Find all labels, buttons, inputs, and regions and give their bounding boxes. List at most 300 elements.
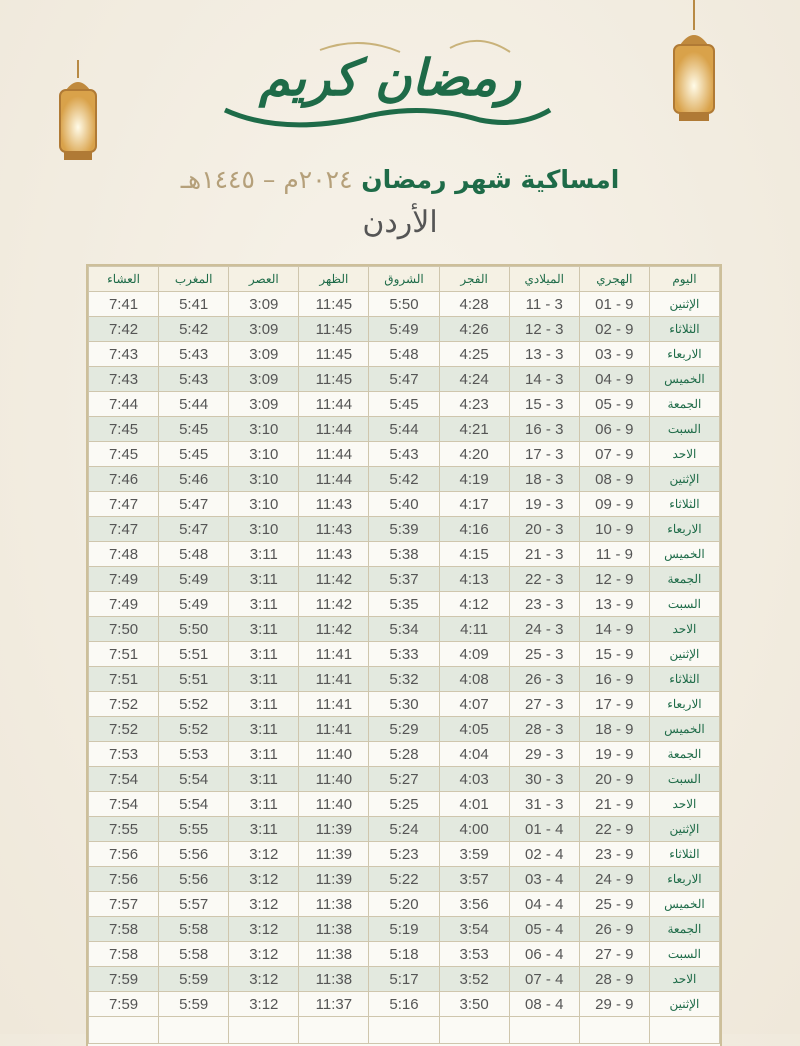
table-cell: 5:37 (369, 567, 439, 592)
table-cell: 4:01 (439, 792, 509, 817)
table-cell: 7:48 (89, 542, 159, 567)
table-cell: 5:42 (369, 467, 439, 492)
table-cell: السبت (649, 942, 719, 967)
table-cell: الاربعاء (649, 867, 719, 892)
table-cell: 5:38 (369, 542, 439, 567)
table-cell: 3 - 24 (509, 617, 579, 642)
table-cell: الإثنين (649, 642, 719, 667)
table-cell: 3 - 12 (509, 317, 579, 342)
table-cell: 9 - 21 (579, 792, 649, 817)
table-cell: 11:41 (299, 717, 369, 742)
table-cell: 5:44 (369, 417, 439, 442)
table-cell: الخميس (649, 717, 719, 742)
table-cell: الاحد (649, 792, 719, 817)
table-cell: 7:52 (89, 692, 159, 717)
table-cell: 4 - 03 (509, 867, 579, 892)
table-cell: 5:50 (369, 292, 439, 317)
table-cell: 3:12 (229, 892, 299, 917)
table-cell: 5:41 (159, 292, 229, 317)
calligraphy-text: رمضان كريم (258, 48, 522, 107)
table-cell: 5:32 (369, 667, 439, 692)
table-cell: 5:25 (369, 792, 439, 817)
table-cell: الاربعاء (649, 692, 719, 717)
column-header: اليوم (649, 267, 719, 292)
table-cell: 3:54 (439, 917, 509, 942)
table-row (89, 567, 720, 592)
table-cell: 11:44 (299, 442, 369, 467)
column-header: العصر (229, 267, 299, 292)
table-cell: 4:24 (439, 367, 509, 392)
table-cell: 11:45 (299, 367, 369, 392)
table-cell: 3:11 (229, 717, 299, 742)
table-cell: 3 - 22 (509, 567, 579, 592)
table-cell: 5:43 (159, 367, 229, 392)
table-cell: 5:28 (369, 742, 439, 767)
table-cell: 3:09 (229, 317, 299, 342)
table-cell: الاحد (649, 967, 719, 992)
country-name: الأردن (362, 205, 438, 240)
table-cell: الإثنين (649, 992, 719, 1017)
table-cell: 3 - 20 (509, 517, 579, 542)
table-cell: 7:44 (89, 392, 159, 417)
table-cell: 5:49 (159, 592, 229, 617)
table-cell: 4:09 (439, 642, 509, 667)
table-cell: 11:44 (299, 417, 369, 442)
table-cell: 3 - 16 (509, 417, 579, 442)
table-cell: 4:15 (439, 542, 509, 567)
table-cell: 9 - 10 (579, 517, 649, 542)
table-cell: 9 - 18 (579, 717, 649, 742)
table-cell: 11:43 (299, 517, 369, 542)
table-cell: 7:51 (89, 667, 159, 692)
table-cell: 4:08 (439, 667, 509, 692)
table-cell: 5:56 (159, 842, 229, 867)
column-header: العشاء (89, 267, 159, 292)
table-cell: 5:57 (159, 892, 229, 917)
table-cell: 7:54 (89, 767, 159, 792)
table-cell: 11:40 (299, 742, 369, 767)
table-cell: الإثنين (649, 467, 719, 492)
table-cell: 4:20 (439, 442, 509, 467)
table-row (89, 967, 720, 992)
table-cell: 11:40 (299, 767, 369, 792)
table-cell: 3:10 (229, 492, 299, 517)
title-years: ٢٠٢٤م – ١٤٤٥هـ (180, 165, 353, 194)
table-cell: 3:12 (229, 992, 299, 1017)
empty-cell (579, 1017, 649, 1044)
table-cell: 5:39 (369, 517, 439, 542)
table-cell: 5:51 (159, 667, 229, 692)
table-cell: 5:58 (159, 942, 229, 967)
table-cell: 11:39 (299, 867, 369, 892)
table-cell: السبت (649, 417, 719, 442)
table-cell: 9 - 27 (579, 942, 649, 967)
table-cell: 11:43 (299, 492, 369, 517)
table-cell: 4:28 (439, 292, 509, 317)
table-cell: 11:41 (299, 667, 369, 692)
table-row (89, 767, 720, 792)
table-cell: 7:53 (89, 742, 159, 767)
table-cell: 7:47 (89, 517, 159, 542)
table-cell: 5:40 (369, 492, 439, 517)
title-main: امساكية شهر رمضان (361, 165, 620, 194)
table-cell: 11:45 (299, 342, 369, 367)
table-cell: 3:59 (439, 842, 509, 867)
table-cell: 9 - 01 (579, 292, 649, 317)
table-cell: 3:57 (439, 867, 509, 892)
table-cell: 5:18 (369, 942, 439, 967)
table-cell: 3 - 17 (509, 442, 579, 467)
table-row (89, 617, 720, 642)
table-cell: 11:44 (299, 467, 369, 492)
table-cell: 4:11 (439, 617, 509, 642)
table-cell: 4 - 04 (509, 892, 579, 917)
table-cell: 3:10 (229, 517, 299, 542)
table-cell: 3:10 (229, 417, 299, 442)
table-cell: 3:11 (229, 667, 299, 692)
empty-cell (89, 1017, 159, 1044)
table-cell: 11:37 (299, 992, 369, 1017)
column-header: الميلادي (509, 267, 579, 292)
table-cell: 11:38 (299, 917, 369, 942)
table-cell: 5:17 (369, 967, 439, 992)
table-cell: 11:43 (299, 542, 369, 567)
table-cell: 7:45 (89, 417, 159, 442)
table-cell: 4 - 06 (509, 942, 579, 967)
table-cell: 9 - 28 (579, 967, 649, 992)
table-cell: 5:56 (159, 867, 229, 892)
empty-cell (159, 1017, 229, 1044)
table-cell: 9 - 20 (579, 767, 649, 792)
table-cell: 5:45 (159, 417, 229, 442)
table-cell: 3 - 27 (509, 692, 579, 717)
table-cell: 5:23 (369, 842, 439, 867)
table-cell: 7:42 (89, 317, 159, 342)
table-cell: 9 - 22 (579, 817, 649, 842)
table-cell: 4:16 (439, 517, 509, 542)
table-cell: 5:43 (369, 442, 439, 467)
table-cell: 5:16 (369, 992, 439, 1017)
table-cell: الخميس (649, 892, 719, 917)
table-cell: الثلاثاء (649, 667, 719, 692)
table-cell: 11:40 (299, 792, 369, 817)
table-row (89, 292, 720, 317)
table-cell: 9 - 04 (579, 367, 649, 392)
table-cell: 5:22 (369, 867, 439, 892)
table-cell: 3:11 (229, 792, 299, 817)
table-cell: الخميس (649, 367, 719, 392)
table-cell: 3:50 (439, 992, 509, 1017)
table-cell: 5:30 (369, 692, 439, 717)
table-cell: 5:42 (159, 317, 229, 342)
column-header: المغرب (159, 267, 229, 292)
lantern-right-icon (664, 0, 724, 130)
table-cell: 3:09 (229, 292, 299, 317)
empty-cell (229, 1017, 299, 1044)
ramadan-kareem-calligraphy (220, 30, 560, 140)
table-cell: 11:38 (299, 942, 369, 967)
table-cell: 11:45 (299, 317, 369, 342)
table-cell: 9 - 11 (579, 542, 649, 567)
table-cell: 4:13 (439, 567, 509, 592)
table-cell: 5:47 (159, 517, 229, 542)
table-cell: 9 - 06 (579, 417, 649, 442)
table-row (89, 492, 720, 517)
table-cell: 11:42 (299, 592, 369, 617)
table-cell: 3:11 (229, 692, 299, 717)
table-row (89, 642, 720, 667)
table-cell: 3:53 (439, 942, 509, 967)
table-cell: 5:47 (369, 367, 439, 392)
table-cell: 3 - 19 (509, 492, 579, 517)
table-cell: 9 - 19 (579, 742, 649, 767)
table-cell: 3:09 (229, 367, 299, 392)
table-cell: 9 - 09 (579, 492, 649, 517)
table-cell: 3:12 (229, 842, 299, 867)
table-cell: الاربعاء (649, 517, 719, 542)
table-cell: الثلاثاء (649, 842, 719, 867)
table-cell: 4 - 07 (509, 967, 579, 992)
table-cell: الاربعاء (649, 342, 719, 367)
table-cell: 4:03 (439, 767, 509, 792)
table-row (89, 692, 720, 717)
table-row (89, 367, 720, 392)
table-cell: 7:41 (89, 292, 159, 317)
table-cell: 9 - 15 (579, 642, 649, 667)
table-cell: الخميس (649, 542, 719, 567)
table-cell: 3 - 23 (509, 592, 579, 617)
table-row (89, 467, 720, 492)
table-cell: 3:10 (229, 467, 299, 492)
table-cell: 4:23 (439, 392, 509, 417)
table-cell: 3:12 (229, 917, 299, 942)
column-header: الهجري (579, 267, 649, 292)
table-row (89, 792, 720, 817)
table-row (89, 742, 720, 767)
table-row (89, 517, 720, 542)
table-cell: 4:00 (439, 817, 509, 842)
table-cell: 7:49 (89, 592, 159, 617)
table-cell: 7:43 (89, 367, 159, 392)
table-cell: 9 - 14 (579, 617, 649, 642)
table-cell: 5:51 (159, 642, 229, 667)
table-row (89, 342, 720, 367)
table-cell: 11:42 (299, 567, 369, 592)
table-cell: 4:19 (439, 467, 509, 492)
table-cell: 5:59 (159, 992, 229, 1017)
table-cell: 5:34 (369, 617, 439, 642)
table-cell: 3 - 25 (509, 642, 579, 667)
table-cell: 11:39 (299, 817, 369, 842)
column-header: الشروق (369, 267, 439, 292)
table-row (89, 442, 720, 467)
table-cell: 9 - 13 (579, 592, 649, 617)
empty-cell (439, 1017, 509, 1044)
table-cell: 5:43 (159, 342, 229, 367)
table-row (89, 992, 720, 1017)
table-cell: 11:39 (299, 842, 369, 867)
table-cell: 11:38 (299, 967, 369, 992)
table-cell: 3:11 (229, 567, 299, 592)
table-cell: الجمعة (649, 392, 719, 417)
table-cell: الجمعة (649, 917, 719, 942)
table-cell: 7:57 (89, 892, 159, 917)
table-cell: 9 - 07 (579, 442, 649, 467)
table-cell: 5:48 (159, 542, 229, 567)
table-cell: 5:45 (369, 392, 439, 417)
table-cell: 7:56 (89, 867, 159, 892)
imsakiya-table (86, 264, 722, 1046)
table-cell: 3 - 14 (509, 367, 579, 392)
table-cell: 3 - 26 (509, 667, 579, 692)
table-cell: 7:59 (89, 967, 159, 992)
table-row (89, 667, 720, 692)
table-cell: 7:59 (89, 992, 159, 1017)
table-cell: 3 - 30 (509, 767, 579, 792)
table-cell: 3:12 (229, 942, 299, 967)
table-row (89, 417, 720, 442)
table-cell: 5:45 (159, 442, 229, 467)
table-cell: 3:12 (229, 867, 299, 892)
table-cell: 5:20 (369, 892, 439, 917)
table-cell: 4:04 (439, 742, 509, 767)
table-cell: 7:58 (89, 942, 159, 967)
table-cell: 3:11 (229, 742, 299, 767)
table-cell: 9 - 03 (579, 342, 649, 367)
table-cell: 4:12 (439, 592, 509, 617)
table-cell: 9 - 23 (579, 842, 649, 867)
table-cell: السبت (649, 767, 719, 792)
table-row (89, 392, 720, 417)
table-cell: 11:44 (299, 392, 369, 417)
table-row (89, 542, 720, 567)
table-cell: 9 - 17 (579, 692, 649, 717)
table-cell: 9 - 12 (579, 567, 649, 592)
table-cell: 9 - 08 (579, 467, 649, 492)
table-cell: 5:58 (159, 917, 229, 942)
table-row (89, 817, 720, 842)
table-cell: 4:05 (439, 717, 509, 742)
table-cell: 4:17 (439, 492, 509, 517)
table-cell: الجمعة (649, 742, 719, 767)
table-cell: 9 - 25 (579, 892, 649, 917)
table-cell: 7:58 (89, 917, 159, 942)
table-cell: 4 - 02 (509, 842, 579, 867)
empty-cell (369, 1017, 439, 1044)
table-cell: 5:49 (159, 567, 229, 592)
table-cell: 5:50 (159, 617, 229, 642)
table-cell: 5:19 (369, 917, 439, 942)
table-cell: 7:55 (89, 817, 159, 842)
table-cell: 5:54 (159, 767, 229, 792)
table-cell: 3:56 (439, 892, 509, 917)
empty-row (89, 1017, 720, 1044)
table-row (89, 892, 720, 917)
table-cell: 3:11 (229, 592, 299, 617)
column-header: الظهر (299, 267, 369, 292)
table-cell: 7:49 (89, 567, 159, 592)
page-title (0, 165, 800, 194)
table-cell: 9 - 16 (579, 667, 649, 692)
table-cell: 4:07 (439, 692, 509, 717)
table-cell: 3:12 (229, 967, 299, 992)
table-cell: 7:56 (89, 842, 159, 867)
table-cell: 5:54 (159, 792, 229, 817)
table-cell: 9 - 05 (579, 392, 649, 417)
empty-cell (649, 1017, 719, 1044)
table-cell: 9 - 26 (579, 917, 649, 942)
table-cell: 3:10 (229, 442, 299, 467)
table-cell: 5:49 (369, 317, 439, 342)
table-cell: 3:09 (229, 392, 299, 417)
table-cell: 5:47 (159, 492, 229, 517)
table-cell: 3 - 13 (509, 342, 579, 367)
table-header-row (89, 267, 720, 292)
table-cell: 4:26 (439, 317, 509, 342)
table-cell: 5:52 (159, 692, 229, 717)
table-cell: 7:54 (89, 792, 159, 817)
table-cell: 5:35 (369, 592, 439, 617)
table-cell: 5:55 (159, 817, 229, 842)
table-cell: 5:24 (369, 817, 439, 842)
table-cell: 3 - 15 (509, 392, 579, 417)
table-cell: 11:41 (299, 692, 369, 717)
empty-cell (299, 1017, 369, 1044)
table-row (89, 592, 720, 617)
empty-cell (509, 1017, 579, 1044)
table-cell: 11:42 (299, 617, 369, 642)
table-cell: 4 - 08 (509, 992, 579, 1017)
table-cell: 3 - 29 (509, 742, 579, 767)
table-cell: 4:21 (439, 417, 509, 442)
table-cell: 11:38 (299, 892, 369, 917)
table-row (89, 917, 720, 942)
table-cell: 5:53 (159, 742, 229, 767)
table-cell: 11:41 (299, 642, 369, 667)
table-cell: 5:44 (159, 392, 229, 417)
table-cell: الاحد (649, 442, 719, 467)
table-cell: 4:25 (439, 342, 509, 367)
table-cell: 7:47 (89, 492, 159, 517)
table-cell: 3:11 (229, 542, 299, 567)
table-cell: 7:52 (89, 717, 159, 742)
table-cell: 5:52 (159, 717, 229, 742)
table-cell: 4 - 05 (509, 917, 579, 942)
table-cell: 11:45 (299, 292, 369, 317)
table-cell: 3:11 (229, 642, 299, 667)
table-cell: الإثنين (649, 292, 719, 317)
table-cell: 3:11 (229, 817, 299, 842)
column-header: الفجر (439, 267, 509, 292)
table-cell: 4 - 01 (509, 817, 579, 842)
table-cell: الثلاثاء (649, 492, 719, 517)
table-cell: 3 - 28 (509, 717, 579, 742)
table-row (89, 717, 720, 742)
table-cell: 3:11 (229, 767, 299, 792)
table-cell: 3:11 (229, 617, 299, 642)
table-cell: 5:27 (369, 767, 439, 792)
table-cell: 5:48 (369, 342, 439, 367)
table-cell: 5:59 (159, 967, 229, 992)
table-cell: السبت (649, 592, 719, 617)
table-row (89, 317, 720, 342)
table-cell: 3 - 21 (509, 542, 579, 567)
table-cell: الاحد (649, 617, 719, 642)
table-cell: 3:09 (229, 342, 299, 367)
table-cell: 7:46 (89, 467, 159, 492)
table-cell: 9 - 24 (579, 867, 649, 892)
table-cell: 7:50 (89, 617, 159, 642)
